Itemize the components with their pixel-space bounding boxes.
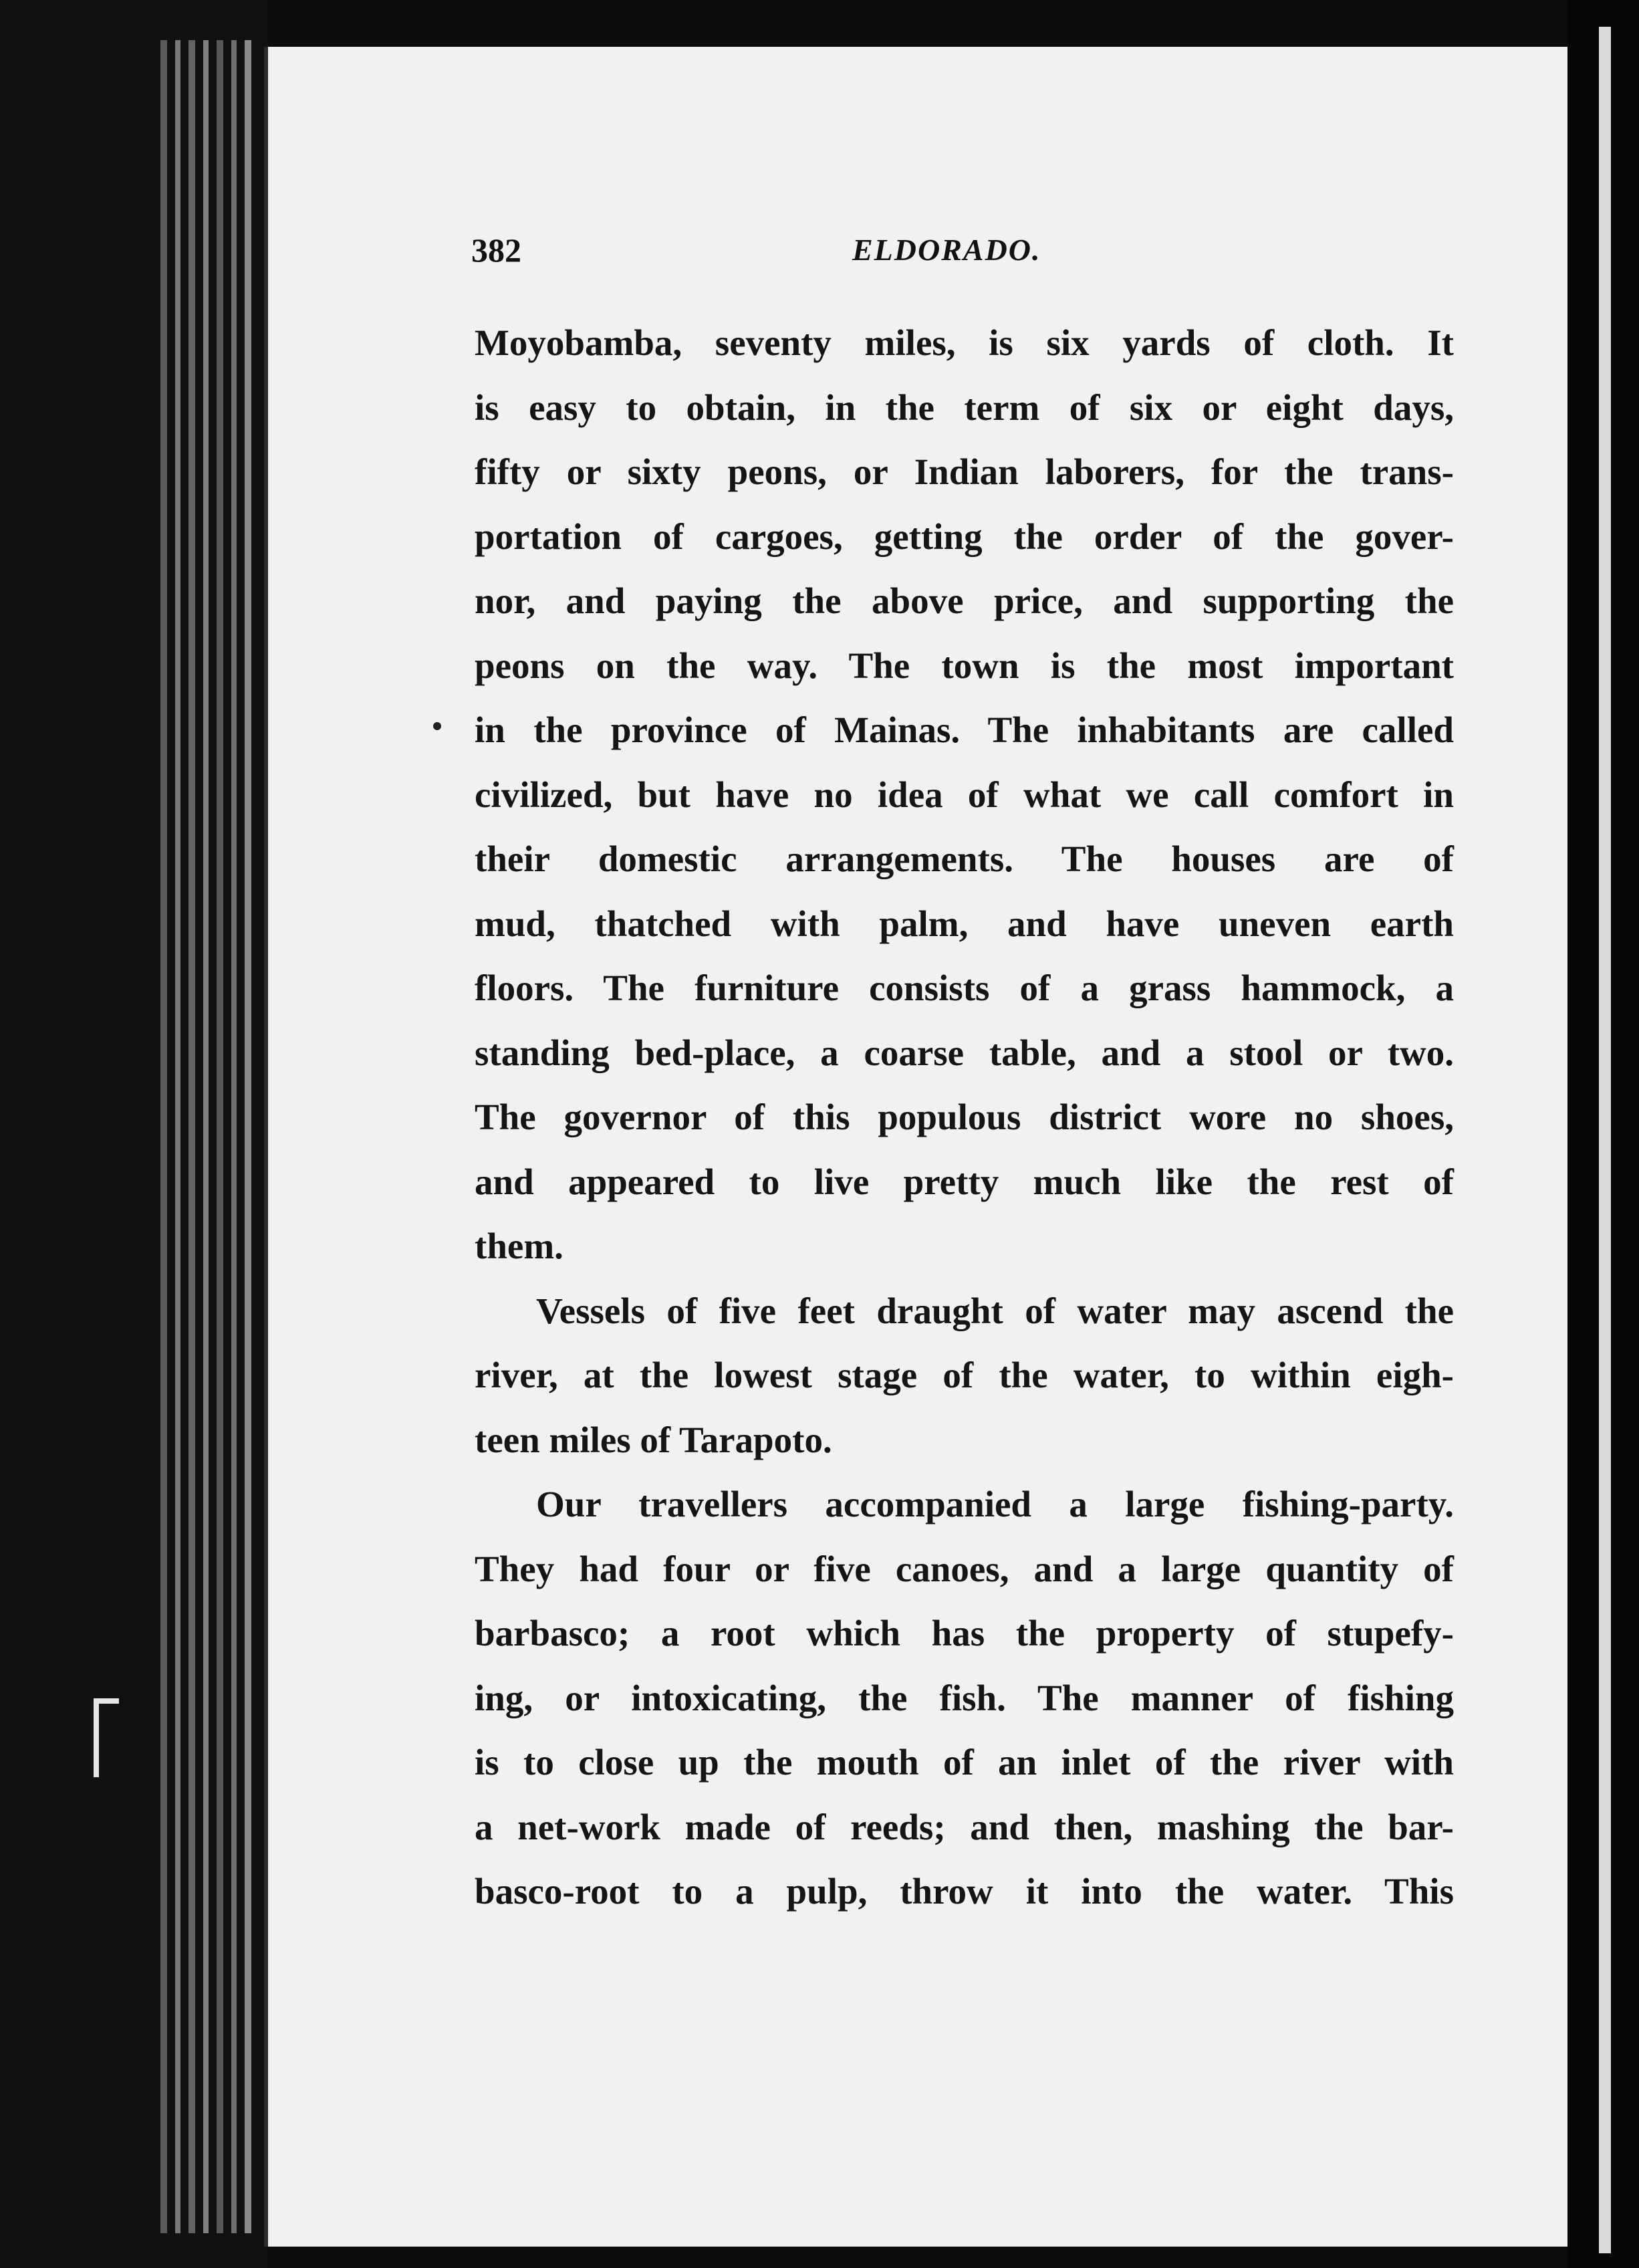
text-line: barbasco; a root which has the property of stupefy- [475, 1613, 1454, 1654]
text-line: The governor of this populous district wore no shoes, [475, 1097, 1454, 1137]
text-line: their domestic arrangements. The houses are of [475, 838, 1454, 879]
text-line: mud, thatched with palm, and have uneven earth [475, 903, 1454, 944]
page-stack-edge [175, 40, 180, 2233]
running-head: ELDORADO. [852, 233, 1041, 267]
page-stack-edge [231, 40, 237, 2233]
book-edge [0, 0, 267, 2268]
text-line: basco-root to a pulp, throw it into the water. This [475, 1871, 1454, 1912]
page-stack-edge [160, 40, 167, 2233]
page-stack-edge [217, 40, 223, 2233]
text-line: in the province of Mainas. The inhabitants are called [475, 709, 1454, 750]
page-header [471, 231, 1440, 277]
page-stack-edge [188, 40, 195, 2233]
text-line: They had four or five canoes, and a large quantity of [475, 1548, 1454, 1589]
page-stack-edge [203, 40, 209, 2233]
paper-tab-mark [94, 1698, 119, 1777]
text-line: peons on the way. The town is the most important [475, 645, 1454, 686]
page-number: 382 [471, 231, 521, 269]
text-line: teen miles of Tarapoto. [475, 1419, 832, 1460]
text-line: portation of cargoes, getting the order of the gover- [475, 516, 1454, 557]
text-line: nor, and paying the above price, and supporting the [475, 580, 1454, 621]
body-text [475, 311, 1454, 1924]
text-line: river, at the lowest stage of the water, to within eigh- [475, 1355, 1454, 1395]
ink-dot [433, 722, 441, 730]
facing-page-sliver [1599, 27, 1611, 2253]
text-line: a net-work made of reeds; and then, mashing the bar- [475, 1806, 1454, 1847]
text-line: is easy to obtain, in the term of six or eight days, [475, 386, 1454, 428]
text-line: Our travellers accompanied a large fishing-party. [536, 1484, 1454, 1524]
page-stack-edge [245, 40, 251, 2233]
text-line: Vessels of five feet draught of water may ascend the [536, 1290, 1454, 1331]
text-line: ing, or intoxicating, the fish. The manner of fishing [475, 1677, 1454, 1718]
text-line: fifty or sixty peons, or Indian laborers, for the trans- [475, 451, 1454, 492]
text-line: is to close up the mouth of an inlet of the river with [475, 1742, 1454, 1783]
text-line: and appeared to live pretty much like the rest of [475, 1161, 1454, 1202]
text-line: Moyobamba, seventy miles, is six yards of cloth. It [475, 322, 1454, 363]
text-line: them. [475, 1226, 563, 1266]
text-line: civilized, but have no idea of what we call comfort in [475, 774, 1454, 815]
text-line: standing bed-place, a coarse table, and a stool or two. [475, 1032, 1454, 1073]
text-line: floors. The furniture consists of a grass hammock, a [475, 968, 1454, 1008]
